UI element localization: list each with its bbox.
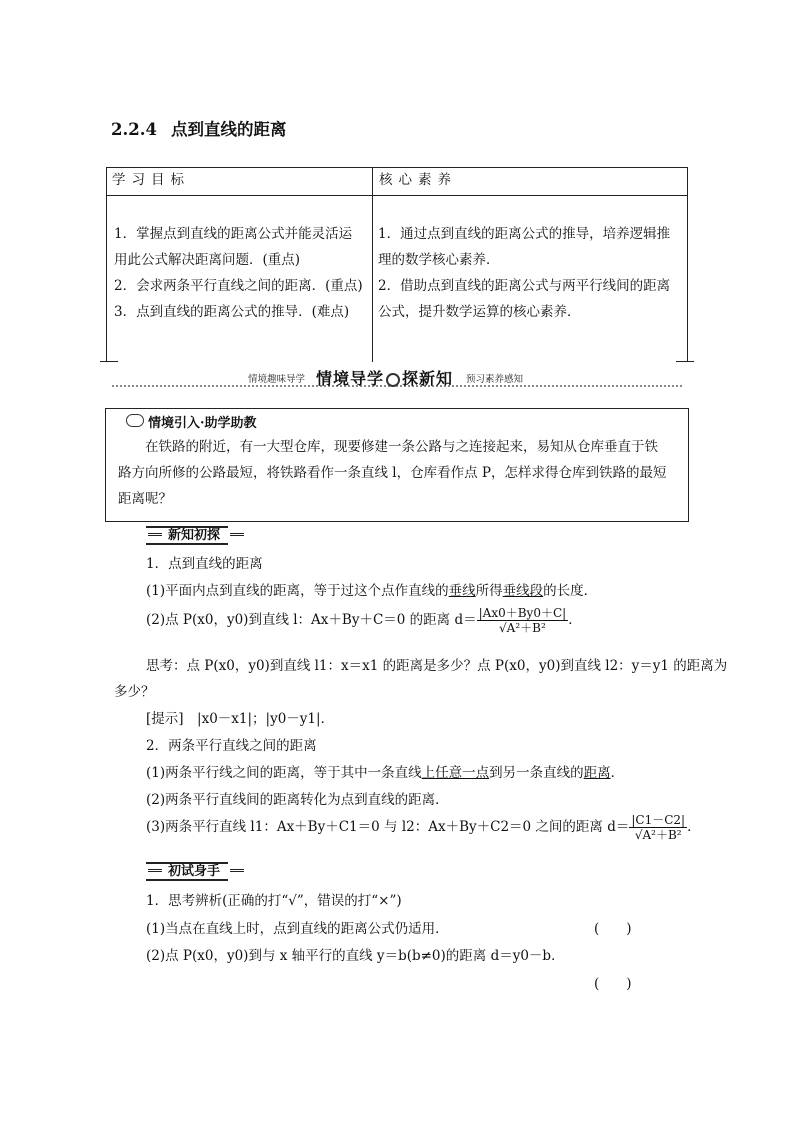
objective-item: 用此公式解决距离问题．(重点) — [114, 252, 301, 268]
parallel-def-1: (1)两条平行线之间的距离，等于其中一条直线上任意一点到另一条直线的距离． — [146, 765, 625, 781]
think-question-cont: 多少？ — [114, 684, 155, 700]
distance-fraction: $\frac{|Ax0+By0+C|}{\text{√A²＋B²}}$ — [478, 606, 567, 635]
answer-blank-1[interactable]: ( ) — [594, 921, 632, 937]
intro-heading: 情境引入·助学助教 — [148, 416, 257, 431]
objectives-header: 学习目标 — [112, 172, 190, 188]
objectives-list — [114, 221, 363, 325]
practice-tag: 初试身手 — [146, 862, 228, 881]
objective-item: 1．掌握点到直线的距离公式并能灵活运 — [114, 226, 353, 242]
intro-text: 在铁路的附近，有一大型仓库，现要修建一条公路与之连接起来，易知从仓库垂直于铁 路方向所修的公路最短，将铁路看作一条直线 l，仓库看作点 P，怎样求得仓库到铁路的最短 距离呢？ — [118, 439, 667, 507]
literacy-item: 理的数学核心素养． — [378, 252, 500, 268]
literacy-item: 2．借助点到直线的距离公式与两平行线间的距离 — [378, 278, 671, 294]
literacy-item: 1．通过点到直线的距离公式的推导，培养逻辑推 — [378, 226, 671, 242]
hint: [提示] |x0－x1|；|y0－y1|． — [146, 711, 335, 727]
objectives-table — [106, 167, 688, 362]
section-banner — [112, 366, 682, 390]
banner-left-text: 情境趣味导学 — [248, 374, 306, 385]
definition-1: (1)平面内点到直线的距离，等于过这个点作直线的垂线所得垂线段的长度． — [146, 583, 598, 599]
section-number: 2.2.4 — [111, 120, 157, 139]
answer-blank-2[interactable]: ( ) — [594, 976, 632, 992]
parallel-distance-fraction: $\frac{|C1-C2|}{\text{√A²＋B²}}$ — [631, 813, 686, 842]
heading-point-line-distance: 1．点到直线的距离 — [146, 556, 263, 572]
intro-box — [105, 408, 689, 522]
literacy-item: 公式，提升数学运算的核心素养． — [378, 304, 581, 320]
parallel-def-2: (2)两条平行直线间的距离转化为点到直线的距离． — [146, 792, 449, 808]
page-title — [111, 116, 286, 140]
statement-2: (2)点 P(x0，y0)到与 x 轴平行的直线 y＝b(b≠0)的距离 d＝y0－b． — [146, 948, 565, 964]
banner-right-text: 预习素养感知 — [466, 374, 524, 385]
literacy-list — [378, 221, 670, 325]
objective-item: 2．会求两条平行直线之间的距离．(重点) — [114, 278, 363, 294]
statement-1: (1)当点在直线上时，点到直线的距离公式仍适用． — [146, 921, 449, 937]
formula-parallel-lines: (3)两条平行直线 l1：Ax＋By＋C1＝0 与 l2：Ax＋By＋C2＝0 之间的距离 d＝ $\frac{|C1-C2|}{\text{√A²＋B²}}$ ． — [146, 813, 701, 842]
gear-icon — [386, 373, 400, 387]
literacy-header: 核心素养 — [379, 172, 457, 188]
objective-item: 3．点到直线的距离公式的推导．(难点) — [114, 304, 350, 320]
think-question: 思考：点 P(x0，y0)到直线 l1：x＝x1 的距离是多少？点 P(x0，y0)到直线 l2：y＝y1 的距离为 — [146, 658, 728, 674]
section-title: 点到直线的距离 — [170, 120, 287, 139]
intro-icon — [126, 414, 144, 427]
heading-parallel-distance: 2．两条平行直线之间的距离 — [146, 738, 317, 754]
practice-heading: 1．思考辨析(正确的打“√”，错误的打“×”) — [146, 893, 402, 909]
new-knowledge-tag: 新知初探 — [146, 526, 228, 545]
banner-title: 情境导学 探新知 — [316, 369, 454, 388]
formula-point-line: (2)点 P(x0，y0)到直线 l：Ax＋By＋C＝0 的距离 d＝ $\frac{|Ax0+By0+C|}{\text{√A²＋B²}}$ ． — [146, 606, 582, 635]
